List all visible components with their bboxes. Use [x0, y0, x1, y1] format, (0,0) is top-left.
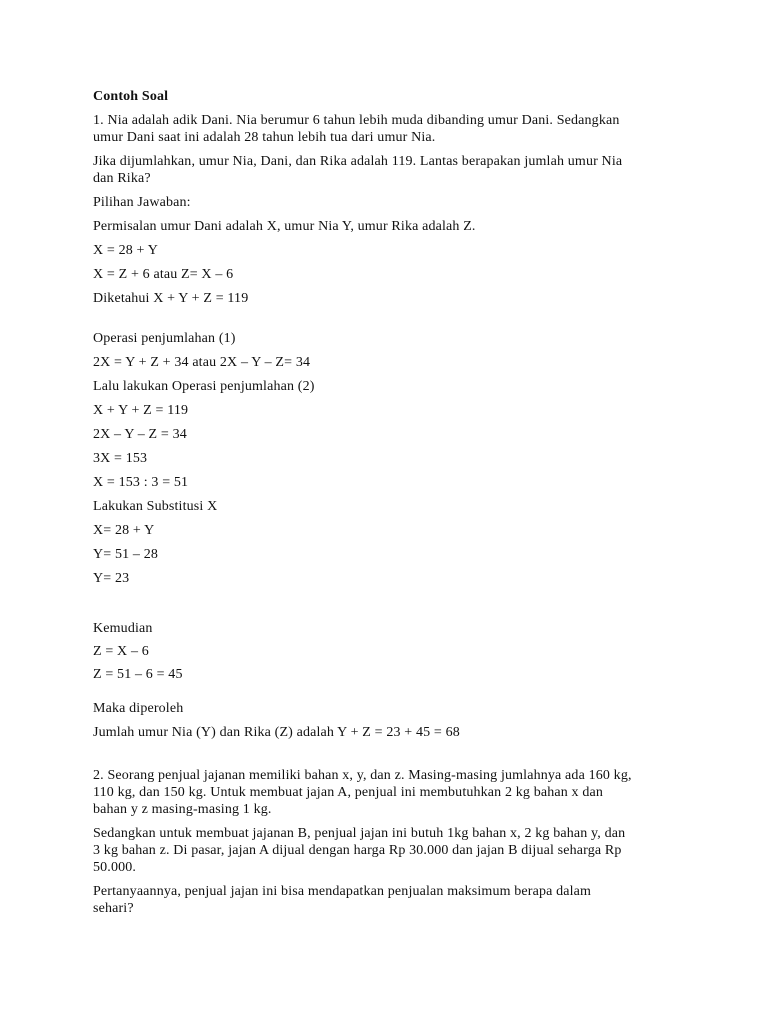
question-2-ask-line-1: Pertanyaannya, penjual jajan ini bisa mendapatkan penjualan maksimum berapa dalam — [93, 884, 592, 899]
final-answer: Jumlah umur Nia (Y) dan Rika (Z) adalah Y + Z = 23 + 45 = 68 — [93, 725, 460, 740]
question-2-detail-line-3: 50.000. — [93, 860, 137, 875]
answer-options-label: Pilihan Jawaban: — [93, 195, 191, 210]
question-2-ask-line-2: sehari? — [93, 901, 134, 916]
page-title: Contoh Soal — [93, 89, 169, 104]
operation-2-equation-2: 2X – Y – Z = 34 — [93, 427, 187, 442]
question-1-text-line-1: 1. Nia adalah adik Dani. Nia berumur 6 tahun lebih muda dibanding umur Dani. Sedangkan — [93, 113, 620, 128]
question-2-text-line-3: bahan y z masing-masing 1 kg. — [93, 802, 272, 817]
operation-2-equation-1: X + Y + Z = 119 — [93, 403, 189, 418]
question-2-text-line-2: 110 kg, dan 150 kg. Untuk membuat jajan A, penjual ini membutuhkan 2 kg bahan x dan — [93, 785, 604, 800]
question-1-ask-line-2: dan Rika? — [93, 171, 151, 186]
result-label: Maka diperoleh — [93, 701, 184, 716]
operation-2-equation-4: X = 153 : 3 = 51 — [93, 475, 189, 490]
question-1-ask-line-1: Jika dijumlahkan, umur Nia, Dani, dan Rika adalah 119. Lantas berapakan jumlah umur Nia — [93, 154, 623, 169]
assumption-line: Permisalan umur Dani adalah X, umur Nia Y, umur Rika adalah Z. — [93, 219, 476, 234]
then-equation-1: Z = X – 6 — [93, 644, 149, 659]
equation-1: X = 28 + Y — [93, 243, 158, 258]
substitution-title: Lakukan Substitusi X — [93, 499, 218, 514]
substitution-equation-3: Y= 23 — [93, 571, 130, 586]
operation-1-title: Operasi penjumlahan (1) — [93, 331, 236, 346]
then-equation-2: Z = 51 – 6 = 45 — [93, 667, 183, 682]
question-2-detail-line-1: Sedangkan untuk membuat jajanan B, penjual jajan ini butuh 1kg bahan x, 2 kg bahan y, dan — [93, 826, 626, 841]
question-1-text-line-2: umur Dani saat ini adalah 28 tahun lebih tua dari umur Nia. — [93, 130, 436, 145]
question-2-detail-line-2: 3 kg bahan z. Di pasar, jajan A dijual dengan harga Rp 30.000 dan jajan B dijual seharga Rp — [93, 843, 622, 858]
operation-2-title: Lalu lakukan Operasi penjumlahan (2) — [93, 379, 315, 394]
equation-3: Diketahui X + Y + Z = 119 — [93, 291, 249, 306]
substitution-equation-2: Y= 51 – 28 — [93, 547, 159, 562]
question-2-text-line-1: 2. Seorang penjual jajanan memiliki bahan x, y, dan z. Masing-masing jumlahnya ada 160 kg, — [93, 768, 632, 783]
equation-2: X = Z + 6 atau Z= X – 6 — [93, 267, 234, 282]
then-label: Kemudian — [93, 621, 153, 636]
operation-1-equation: 2X = Y + Z + 34 atau 2X – Y – Z= 34 — [93, 355, 311, 370]
substitution-equation-1: X= 28 + Y — [93, 523, 155, 538]
operation-2-equation-3: 3X = 153 — [93, 451, 148, 466]
